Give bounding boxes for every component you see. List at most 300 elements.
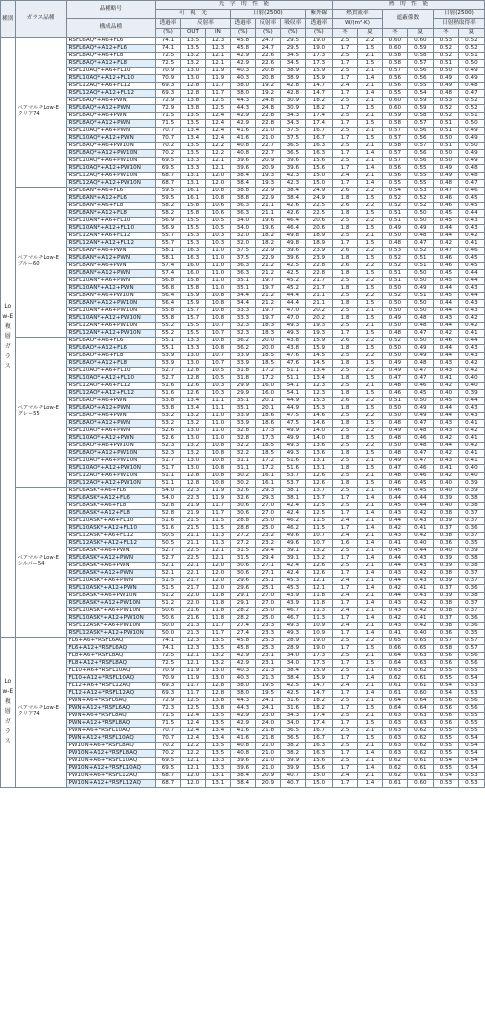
- value-cell: 11.7: [205, 502, 230, 510]
- value-cell: 10.8: [205, 480, 230, 488]
- table-row: [1, 367, 485, 375]
- value-cell: 12.6: [180, 390, 205, 398]
- value-cell: 0.36: [458, 525, 484, 533]
- value-cell: 23.3: [255, 630, 280, 638]
- value-cell: 0.52: [433, 52, 458, 60]
- value-cell: 51.1: [280, 375, 305, 383]
- value-cell: 51.6: [280, 465, 305, 473]
- value-cell: 0.62: [382, 765, 407, 773]
- value-cell: 69.3: [156, 682, 181, 690]
- value-cell: 0.55: [433, 750, 458, 758]
- table-row: [1, 202, 485, 210]
- value-cell: 44.3: [230, 697, 255, 705]
- value-cell: 1.4: [357, 615, 382, 623]
- product-code-cell: RSFL10ASK*+A12+FL10: [66, 525, 155, 533]
- value-cell: 0.44: [382, 555, 407, 563]
- value-cell: 0.52: [433, 105, 458, 113]
- value-cell: 20.9: [255, 157, 280, 165]
- value-cell: 34.3: [280, 712, 305, 720]
- value-cell: 30.6: [230, 570, 255, 578]
- value-cell: 2.1: [357, 562, 382, 570]
- value-cell: 0.50: [407, 217, 433, 225]
- table-row: [1, 465, 485, 473]
- value-cell: 0.50: [433, 157, 458, 165]
- value-cell: 0.42: [407, 622, 433, 630]
- kind-cell: Low-E複層ガラス: [1, 637, 16, 787]
- value-cell: 22.3: [180, 495, 205, 503]
- value-cell: 0.49: [433, 75, 458, 83]
- value-cell: 20.8: [255, 75, 280, 83]
- value-cell: 0.52: [407, 202, 433, 210]
- value-cell: 0.45: [407, 487, 433, 495]
- value-cell: 55.8: [156, 315, 181, 323]
- value-cell: 22.6: [255, 60, 280, 68]
- value-cell: 0.49: [382, 457, 407, 465]
- value-cell: 16.3: [305, 150, 332, 158]
- value-cell: 15.5: [180, 217, 205, 225]
- value-cell: 1.5: [357, 135, 382, 143]
- value-cell: 2.1: [357, 112, 382, 120]
- value-cell: 0.47: [407, 420, 433, 428]
- value-cell: 12.8: [205, 690, 230, 698]
- value-cell: 1.5: [357, 210, 382, 218]
- table-row: [1, 277, 485, 285]
- value-cell: 0.44: [433, 285, 458, 293]
- value-cell: 56.9: [156, 225, 181, 233]
- value-cell: 1.5: [357, 390, 382, 398]
- table-row: [1, 345, 485, 353]
- value-cell: 0.44: [433, 225, 458, 233]
- value-cell: 0.41: [382, 540, 407, 548]
- value-cell: 0.50: [407, 300, 433, 308]
- value-cell: 0.56: [433, 712, 458, 720]
- value-cell: 2.4: [332, 577, 357, 585]
- value-cell: 0.48: [407, 322, 433, 330]
- value-cell: 50.0: [156, 622, 181, 630]
- value-cell: 20.9: [255, 772, 280, 780]
- product-code-cell: RSFL8AQ*+A6+PW10N: [66, 142, 155, 150]
- table-row: [1, 667, 485, 675]
- product-code-cell: RSFL10AQ*+A6+FL10: [66, 67, 155, 75]
- value-cell: 0.36: [458, 585, 484, 593]
- value-cell: 0.45: [433, 217, 458, 225]
- value-cell: 2.2: [357, 202, 382, 210]
- value-cell: 1.7: [332, 660, 357, 668]
- value-cell: 1.4: [357, 75, 382, 83]
- value-cell: 0.53: [458, 780, 484, 788]
- value-cell: 32.6: [230, 487, 255, 495]
- value-cell: 0.55: [433, 735, 458, 743]
- table-row: [1, 217, 485, 225]
- value-cell: 20.8: [255, 67, 280, 75]
- value-cell: 10.9: [305, 630, 332, 638]
- value-cell: 30.6: [230, 562, 255, 570]
- table-row: [1, 232, 485, 240]
- value-cell: 0.65: [407, 645, 433, 653]
- table-row: [1, 750, 485, 758]
- value-cell: 52.7: [156, 547, 181, 555]
- value-cell: 0.63: [382, 667, 407, 675]
- value-cell: 27.0: [255, 510, 280, 518]
- value-cell: 13.8: [205, 705, 230, 713]
- value-cell: 0.64: [382, 652, 407, 660]
- value-cell: 13.2: [180, 412, 205, 420]
- product-code-cell: RSFL6AN*+A12+FL6: [66, 195, 155, 203]
- value-cell: 56.8: [156, 285, 181, 293]
- product-code-cell: RSFL10AO*+A12+PWN: [66, 435, 155, 443]
- value-cell: 70.7: [156, 727, 181, 735]
- value-cell: 30.2: [230, 480, 255, 488]
- value-cell: 0.44: [407, 502, 433, 510]
- value-cell: 0.41: [407, 615, 433, 623]
- value-cell: 58.2: [156, 210, 181, 218]
- value-cell: 2.5: [332, 472, 357, 480]
- value-cell: 0.57: [458, 637, 484, 645]
- value-cell: 68.7: [156, 180, 181, 188]
- value-cell: 11.9: [205, 67, 230, 75]
- table-row: [1, 322, 485, 330]
- value-cell: 22.0: [180, 600, 205, 608]
- header-kind: 種別: [1, 1, 16, 38]
- value-cell: 0.39: [458, 480, 484, 488]
- value-cell: 2.6: [332, 262, 357, 270]
- value-cell: 0.60: [382, 105, 407, 113]
- value-cell: 1.5: [357, 285, 382, 293]
- value-cell: 0.55: [458, 720, 484, 728]
- value-cell: 1.5: [357, 45, 382, 53]
- value-cell: 1.4: [357, 585, 382, 593]
- value-cell: 70.2: [156, 142, 181, 150]
- header-trans2: 透過率: [230, 19, 255, 28]
- value-cell: 0.46: [407, 382, 433, 390]
- value-cell: 0.49: [433, 165, 458, 173]
- value-cell: 50.5: [156, 540, 181, 548]
- value-cell: 0.42: [382, 615, 407, 623]
- value-cell: 15.9: [305, 667, 332, 675]
- value-cell: 18.3: [255, 330, 280, 338]
- value-cell: 13.0: [180, 67, 205, 75]
- table-row: [1, 97, 485, 105]
- value-cell: 0.58: [382, 142, 407, 150]
- value-cell: 34.0: [280, 720, 305, 728]
- value-cell: 42.4: [280, 510, 305, 518]
- value-cell: 10.7: [205, 360, 230, 368]
- value-cell: 15.0: [305, 180, 332, 188]
- value-cell: 72.9: [156, 105, 181, 113]
- value-cell: 0.51: [433, 127, 458, 135]
- value-cell: 11.9: [205, 487, 230, 495]
- value-cell: 28.2: [230, 615, 255, 623]
- value-cell: 1.8: [332, 390, 357, 398]
- value-cell: 0.61: [407, 757, 433, 765]
- value-cell: 0.48: [407, 427, 433, 435]
- value-cell: 12.2: [205, 142, 230, 150]
- value-cell: 0.37: [458, 570, 484, 578]
- value-cell: 10.8: [205, 450, 230, 458]
- value-cell: 1.7: [332, 75, 357, 83]
- table-row: [1, 495, 485, 503]
- value-cell: 0.46: [382, 390, 407, 398]
- value-cell: 0.37: [458, 532, 484, 540]
- product-code-cell: RSFL8AO*+A12+PW10N: [66, 450, 155, 458]
- value-cell: 45.8: [230, 45, 255, 53]
- value-cell: 24.7: [255, 37, 280, 45]
- value-cell: 13.5: [180, 150, 205, 158]
- value-cell: 0.56: [433, 697, 458, 705]
- value-cell: 16.0: [180, 262, 205, 270]
- value-cell: 0.52: [407, 247, 433, 255]
- value-cell: 2.5: [332, 367, 357, 375]
- product-code-cell: RSFL10AO*+A6+PW10N: [66, 457, 155, 465]
- value-cell: 2.4: [332, 772, 357, 780]
- value-cell: 10.9: [305, 622, 332, 630]
- value-cell: 0.45: [458, 202, 484, 210]
- value-cell: 10.5: [205, 375, 230, 383]
- value-cell: 2.1: [357, 457, 382, 465]
- value-cell: 21.2: [255, 262, 280, 270]
- value-cell: 1.4: [357, 495, 382, 503]
- value-cell: 2.5: [332, 352, 357, 360]
- value-cell: 10.8: [205, 195, 230, 203]
- table-row: [1, 427, 485, 435]
- value-cell: 10.8: [205, 345, 230, 353]
- value-cell: 0.52: [382, 195, 407, 203]
- value-cell: 13.5: [180, 142, 205, 150]
- table-row: [1, 682, 485, 690]
- value-cell: 21.6: [180, 607, 205, 615]
- value-cell: 38.1: [280, 495, 305, 503]
- value-cell: 36.5: [280, 150, 305, 158]
- value-cell: 0.43: [433, 457, 458, 465]
- value-cell: 0.43: [458, 217, 484, 225]
- value-cell: 0.36: [458, 615, 484, 623]
- value-cell: 27.0: [255, 502, 280, 510]
- value-cell: 39.9: [280, 765, 305, 773]
- value-cell: 24.8: [255, 97, 280, 105]
- header-visible: 可 視 光: [156, 10, 231, 19]
- value-cell: 0.57: [382, 157, 407, 165]
- value-cell: 0.44: [433, 232, 458, 240]
- value-cell: 49.6: [280, 532, 305, 540]
- value-cell: 24.7: [255, 45, 280, 53]
- value-cell: 31.1: [230, 465, 255, 473]
- product-code-cell: RSFL12ASK*+A12+PW10N: [66, 630, 155, 638]
- value-cell: 1.7: [332, 645, 357, 653]
- value-cell: 0.53: [458, 690, 484, 698]
- value-cell: 2.5: [332, 67, 357, 75]
- value-cell: 28.8: [230, 517, 255, 525]
- value-cell: 27.0: [255, 592, 280, 600]
- value-cell: 1.5: [357, 240, 382, 248]
- value-cell: 41.6: [230, 735, 255, 743]
- value-cell: 51.7: [156, 465, 181, 473]
- product-code-cell: RSFL6ASK*+A6+PWN: [66, 547, 155, 555]
- value-cell: 0.39: [433, 517, 458, 525]
- value-cell: 24.0: [255, 720, 280, 728]
- value-cell: 13.7: [305, 495, 332, 503]
- value-cell: 1.5: [357, 330, 382, 338]
- value-cell: 1.4: [357, 780, 382, 788]
- value-cell: 22.5: [180, 547, 205, 555]
- value-cell: 12.1: [180, 765, 205, 773]
- value-cell: 21.0: [255, 135, 280, 143]
- value-cell: 59.5: [156, 195, 181, 203]
- value-cell: 1.5: [357, 255, 382, 263]
- product-code-cell: RSFL8AO*+A6+FL8: [66, 352, 155, 360]
- value-cell: 13.4: [180, 397, 205, 405]
- value-cell: 13.2: [205, 660, 230, 668]
- product-code-cell: RSFL12AO*+A6+PW10N: [66, 472, 155, 480]
- value-cell: 11.7: [205, 622, 230, 630]
- product-code-cell: PW10N+A12+*RSFL8AQ: [66, 750, 155, 758]
- value-cell: 0.63: [407, 720, 433, 728]
- value-cell: 0.49: [382, 427, 407, 435]
- value-cell: 17.2: [255, 367, 280, 375]
- product-code-cell: RSFL8ASK*+A12+PWN: [66, 570, 155, 578]
- value-cell: 14.7: [305, 90, 332, 98]
- value-cell: 22.9: [255, 255, 280, 263]
- value-cell: 13.2: [180, 450, 205, 458]
- table-row: [1, 382, 485, 390]
- value-cell: 10.5: [205, 225, 230, 233]
- value-cell: 54.0: [156, 487, 181, 495]
- value-cell: 34.5: [280, 52, 305, 60]
- value-cell: 31.8: [230, 367, 255, 375]
- value-cell: 0.48: [433, 90, 458, 98]
- value-cell: 0.37: [433, 525, 458, 533]
- value-cell: 40.3: [230, 67, 255, 75]
- value-cell: 0.46: [407, 472, 433, 480]
- value-cell: 21.7: [305, 277, 332, 285]
- value-cell: 0.56: [433, 652, 458, 660]
- value-cell: 52.8: [156, 510, 181, 518]
- table-row: [1, 540, 485, 548]
- value-cell: 0.44: [433, 322, 458, 330]
- value-cell: 11.3: [305, 615, 332, 623]
- value-cell: 0.56: [433, 720, 458, 728]
- table-row: [1, 157, 485, 165]
- value-cell: 17.3: [255, 435, 280, 443]
- value-cell: 46.2: [280, 525, 305, 533]
- value-cell: 0.57: [382, 135, 407, 143]
- value-cell: 32.0: [230, 232, 255, 240]
- value-cell: 36.3: [230, 202, 255, 210]
- value-cell: 0.53: [458, 772, 484, 780]
- value-cell: 0.43: [382, 600, 407, 608]
- value-cell: 39.1: [280, 555, 305, 563]
- value-cell: 33.9: [230, 352, 255, 360]
- value-cell: 2.1: [357, 472, 382, 480]
- table-row: [1, 435, 485, 443]
- value-cell: 13.0: [180, 352, 205, 360]
- value-cell: 0.48: [433, 180, 458, 188]
- value-cell: 17.3: [305, 660, 332, 668]
- value-cell: 0.56: [382, 75, 407, 83]
- value-cell: 0.52: [382, 202, 407, 210]
- glass-type-cell: ペアマルチLow-E シルバー54: [15, 487, 66, 637]
- value-cell: 23.1: [255, 652, 280, 660]
- value-cell: 0.46: [433, 202, 458, 210]
- value-cell: 45.8: [230, 637, 255, 645]
- value-cell: 0.61: [407, 772, 433, 780]
- value-cell: 2.5: [332, 427, 357, 435]
- value-cell: 13.5: [205, 645, 230, 653]
- value-cell: 1.5: [357, 480, 382, 488]
- value-cell: 38.4: [230, 172, 255, 180]
- value-cell: 0.57: [407, 142, 433, 150]
- value-cell: 0.43: [433, 420, 458, 428]
- value-cell: 29.4: [255, 555, 280, 563]
- header-glass: ガラス品種: [15, 1, 66, 38]
- value-cell: 13.4: [305, 375, 332, 383]
- value-cell: 20.6: [305, 225, 332, 233]
- table-row: [1, 82, 485, 90]
- product-code-cell: RSFL8AN*+A6+PWN: [66, 262, 155, 270]
- value-cell: 13.0: [180, 360, 205, 368]
- product-code-cell: RSFL12AN*+A12+PW10N: [66, 330, 155, 338]
- value-cell: 19.7: [255, 307, 280, 315]
- value-cell: 21.2: [255, 300, 280, 308]
- value-cell: 0.41: [382, 630, 407, 638]
- table-row: [1, 210, 485, 218]
- product-code-cell: RSFL12AQ*+A6+PW10N: [66, 172, 155, 180]
- value-cell: 1.7: [332, 600, 357, 608]
- value-cell: 0.40: [433, 390, 458, 398]
- value-cell: 0.51: [382, 270, 407, 278]
- value-cell: 0.49: [458, 135, 484, 143]
- value-cell: 13.5: [180, 37, 205, 45]
- value-cell: 0.41: [433, 375, 458, 383]
- value-cell: 0.48: [458, 82, 484, 90]
- value-cell: 1.7: [332, 570, 357, 578]
- value-cell: 51.1: [156, 480, 181, 488]
- value-cell: 0.50: [382, 307, 407, 315]
- table-row: [1, 285, 485, 293]
- value-cell: 22.0: [180, 592, 205, 600]
- value-cell: 2.5: [332, 667, 357, 675]
- value-cell: 18.5: [255, 360, 280, 368]
- value-cell: 12.4: [205, 120, 230, 128]
- value-cell: 2.1: [357, 67, 382, 75]
- value-cell: 34.0: [280, 660, 305, 668]
- product-code-cell: PW10N+A12+*RSFL10AQ: [66, 765, 155, 773]
- value-cell: 0.53: [433, 780, 458, 788]
- value-cell: 21.3: [255, 667, 280, 675]
- value-cell: 1.8: [332, 480, 357, 488]
- unit-pct-3: (%): [255, 28, 280, 37]
- value-cell: 0.56: [458, 705, 484, 713]
- value-cell: 38.8: [230, 195, 255, 203]
- value-cell: 21.1: [255, 202, 280, 210]
- value-cell: 15.9: [305, 345, 332, 353]
- product-code-cell: RSFL8AO*+A6+PWN: [66, 412, 155, 420]
- value-cell: 0.50: [407, 397, 433, 405]
- value-cell: 2.5: [332, 442, 357, 450]
- value-cell: 54.1: [280, 382, 305, 390]
- value-cell: 12.0: [180, 780, 205, 788]
- value-cell: 1.4: [357, 600, 382, 608]
- value-cell: 0.39: [433, 495, 458, 503]
- value-cell: 0.51: [433, 60, 458, 68]
- value-cell: 0.38: [458, 562, 484, 570]
- value-cell: 2.1: [357, 577, 382, 585]
- value-cell: 2.2: [357, 352, 382, 360]
- value-cell: 0.61: [382, 780, 407, 788]
- value-cell: 2.6: [332, 397, 357, 405]
- value-cell: 0.48: [382, 472, 407, 480]
- value-cell: 35.1: [230, 277, 255, 285]
- value-cell: 36.2: [230, 337, 255, 345]
